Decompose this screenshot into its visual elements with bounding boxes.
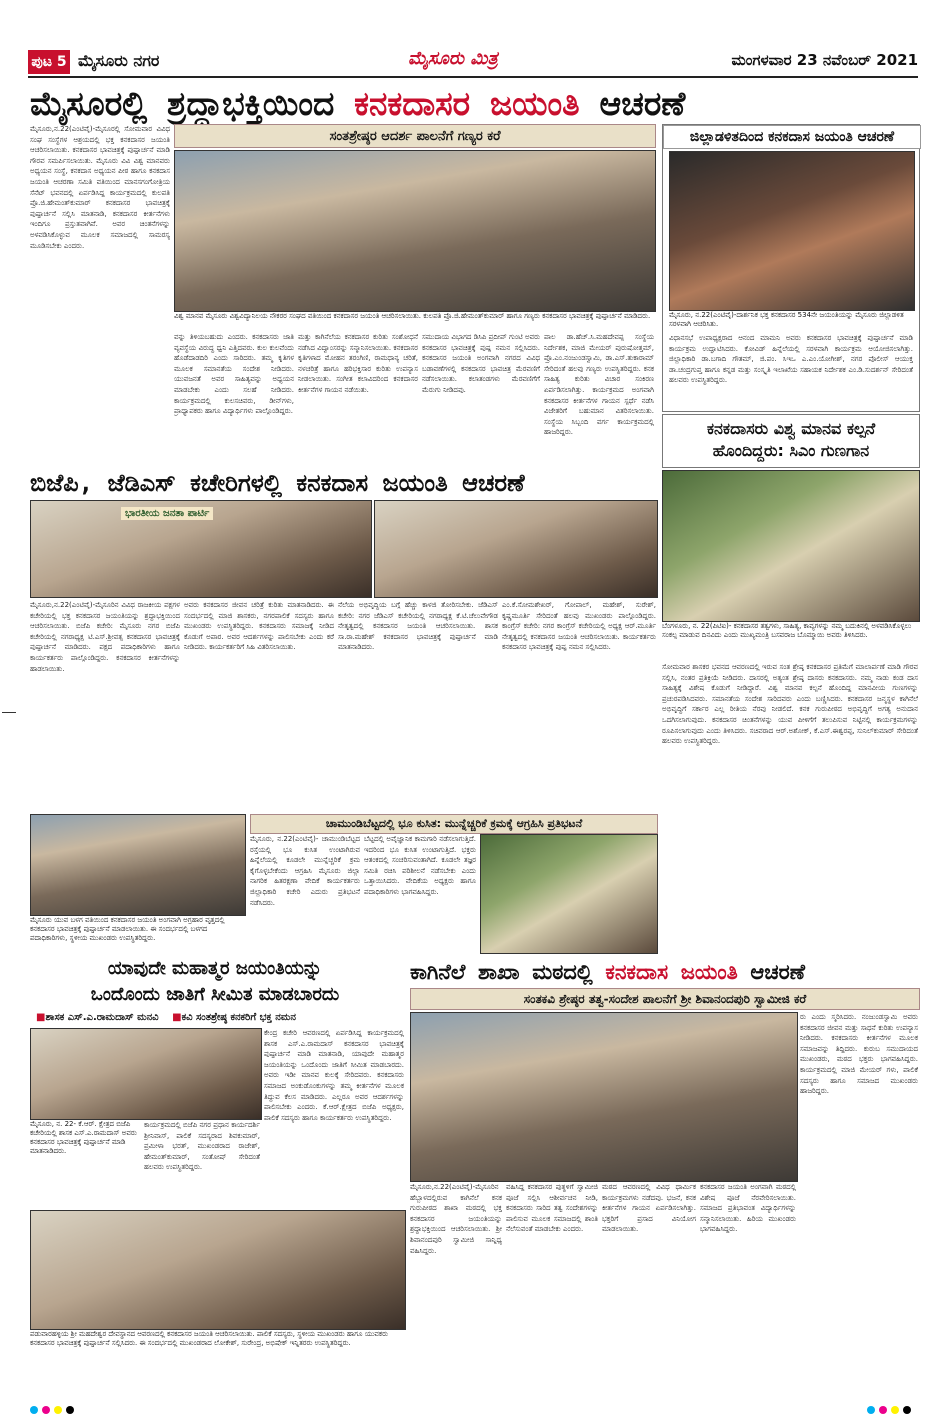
party-story-col-3: ನೆಲೆಯ ಅಭಿವೃದ್ಧಿಯ ಬಗ್ಗೆ ಹೆಚ್ಚು ಕಾಳಜಿ ತೋರಿಸಬೇಕು. ಜೆಡಿಎಸ್ ಕಚೇರಿ: ನಗರ ಜೆಡಿಎಸ್ ಕಚೇರಿಯಲ್ಲಿ ನಗರಾಧ್ಯಕ್ಷ ಕೆ.ಟಿ.ಚೆಲುವೇಗೌಡ ನೇತೃತ್ವದಲ್ಲಿ ಕನಕದಾಸರ ಜಯಂತಿ ಆಚರಿಸಲಾಯಿತು. ಶಾಸಕ ಸಾ.ರಾ.ಮಹೇಶ್ ಕನಕದಾಸರ ಭಾವಚಿತ್ರಕ್ಕೆ ಪುಷ್ಪಾರ್ಚನೆ ಮಾಡಿ ಮಾತನಾಡಿದರು.	[338, 601, 498, 652]
yellow-dot	[54, 1406, 62, 1414]
party-headline: ಬಿಜೆಪಿ, ಜೆಡಿಎಸ್ ಕಚೇರಿಗಳಲ್ಲಿ ಕನಕದಾಸ ಜಯಂತಿ ಆಚರಣೆ	[30, 469, 525, 497]
party-story-col-4: ಎಂ.ಕೆ.ಸೋಮಶೇಖರ್, ಗೋಪಾಲ್, ಮಹೇಶ್, ಸುರೇಶ್, ಕೃಷ್ಣಮೂರ್ತಿ ಸೇರಿದಂತೆ ಹಲವು ಮುಖಂಡರು ಪಾಲ್ಗೊಂಡಿದ್ದರು. ಕಾಂಗ್ರೆಸ್ ಕಚೇರಿ: ನಗರ ಕಾಂಗ್ರೆಸ್ ಕಚೇರಿಯಲ್ಲಿ ಅಧ್ಯಕ್ಷ ಆರ್.ಮೂರ್ತಿ ನೇತೃತ್ವದಲ್ಲಿ ಕನಕದಾಸರ ಜಯಂತಿ ಆಚರಿಸಲಾಯಿತು. ಕಾರ್ಯಕರ್ತರು ಕನಕದಾಸರ ಭಾವಚಿತ್ರಕ್ಕೆ ಪುಷ್ಪ ನಮನ ಸಲ್ಲಿಸಿದರು.	[502, 601, 656, 652]
chamundi-col-1: ಮೈಸೂರು, ನ.22(ಎಂಟಿವೈ)- ಚಾಮುಂಡಿಬೆಟ್ಟದ ರಸ್ತೆಯಲ್ಲಿ ಭೂ ಕುಸಿತ ಉಂಟಾಗಿರುವ ಹಿನ್ನೆಲೆಯಲ್ಲಿ ಕೂಡಲೇ ಮುನ್ನೆಚ್ಚರಿಕೆ ಕ್ರಮ ಕೈಗೊಳ್ಳಬೇಕೆಂದು ಆಗ್ರಹಿಸಿ ಮೈಸೂರು ಜಿಲ್ಲಾ ನಾಗರಿಕ ಹಿತರಕ್ಷಣಾ ವೇದಿಕೆ ಕಾರ್ಯಕರ್ತರು ಜಿಲ್ಲಾಧಿಕಾರಿ ಕಚೇರಿ ಎದುರು ಪ್ರತಿಭಟನೆ ನಡೆಸಿದರು.	[250, 835, 360, 907]
magenta-dot	[42, 1406, 50, 1414]
yuva-balaga-caption: ಮೈಸೂರು ಯುವ ಬಳಗ ವತಿಯಿಂದ ಕನಕದಾಸರ ಜಯಂತಿ ಅಂಗವಾಗಿ ಅಗ್ರಹಾರ ವೃತ್ತದಲ್ಲಿ ಕನಕದಾಸರ ಭಾವಚಿತ್ರಕ್ಕೆ ಪುಷ್ಪಾರ್ಚನೆ ಮಾಡಲಾಯಿತು. ಈ ಸಂದರ್ಭದಲ್ಲಿ ಬಳಗದ ಪದಾಧಿಕಾರಿಗಳು, ಸ್ಥಳೀಯ ಮುಖಂಡರು ಉಪಸ್ಥಿತರಿದ್ದರು.	[30, 916, 225, 942]
registration-mark	[2, 712, 16, 713]
yuva-balaga-photo	[30, 814, 246, 916]
ramdas-headline-line-1: ಯಾವುದೇ ಮಹಾತ್ಮರ ಜಯಂತಿಯನ್ನು	[107, 958, 323, 979]
party-story-col-2: ಅವರು ಕನಕದಾಸರ ಜೀವನ ಚರಿತ್ರೆ ಕುರಿತು ಮಾತನಾಡಿದರು. ಈ ಸಂದರ್ಭದಲ್ಲಿ ಮಾಜಿ ಶಾಸಕರು, ನಗರಪಾಲಿಕೆ ಸದಸ್ಯರು ಹಾಗೂ ಮುಖಂಡರು ಉಪಸ್ಥಿತರಿದ್ದರು. ಕನಕದಾಸರು ಸಮಾಜಕ್ಕೆ ನೀಡಿದ ಕೊಡುಗೆ ಅಪಾರ. ಅವರ ಆದರ್ಶಗಳನ್ನು ಪಾಲಿಸಬೇಕು ಎಂದು ಕರೆ ನೀಡಿದರು. ಕಾರ್ಯಕರ್ತರಿಗೆ ಸಿಹಿ ವಿತರಿಸಲಾಯಿತು.	[184, 601, 334, 652]
kaginele-subheadline: ಸಂತಕವಿ ಶ್ರೇಷ್ಠರ ತತ್ವ-ಸಂದೇಶ ಪಾಲನೆಗೆ ಶ್ರೀ ಶಿವಾನಂದಪುರಿ ಸ್ವಾಮೀಜಿ ಕರೆ	[410, 988, 920, 1010]
cyan-dot	[30, 1406, 38, 1414]
main-story-col-3: ಮತ್ತು ಕಾಗಿನೆಲೆಯ ಕನಕದಾಸರ ಕುರಿತು ಸಂಶೋಧನೆ ನಡೆಸಿದ ವಿದ್ವಾಂಸರನ್ನು ಸನ್ಮಾನಿಸಲಾಯಿತು. ಕನಕದಾಸರ ಕೃತಿಗಳಾದ ಮೋಹನ ತರಂಗಿಣಿ, ರಾಮಧಾನ್ಯ ಚರಿತೆ, ನಳಚರಿತ್ರೆ ಹಾಗೂ ಹರಿಭಕ್ತಿಸಾರ ಕುರಿತು ಉಪನ್ಯಾಸ ನೀಡಲಾಯಿತು. ಸಂಗೀತ ಕಲಾವಿದರಿಂದ ಕನಕದಾಸರ ಕೀರ್ತನೆಗಳ ಗಾಯನ ನಡೆಯಿತು.	[298, 333, 418, 394]
ramdas-photo	[30, 1028, 262, 1120]
ramdas-body: ಕೇಂದ್ರ ಕಚೇರಿ ಆವರಣದಲ್ಲಿ ಏರ್ಪಡಿಸಿದ್ದ ಕಾರ್ಯಕ್ರಮದಲ್ಲಿ ಶಾಸಕ ಎಸ್.ಎ.ರಾಮದಾಸ್ ಕನಕದಾಸರ ಭಾವಚಿತ್ರಕ್ಕೆ ಪುಷ್ಪಾರ್ಚನೆ ಮಾಡಿ ಮಾತನಾಡಿ, ಯಾವುದೇ ಮಹಾತ್ಮರ ಜಯಂತಿಯನ್ನು ಒಂದೊಂದು ಜಾತಿಗೆ ಸೀಮಿತ ಮಾಡಬಾರದು. ಅವರು ಇಡೀ ಮಾನವ ಕುಲಕ್ಕೆ ಸೇರಿದವರು. ಕನಕದಾಸರು ಸಮಾಜದ ಅಂಕುಡೊಂಕುಗಳನ್ನು ತಮ್ಮ ಕೀರ್ತನೆಗಳ ಮೂಲಕ ತಿದ್ದುವ ಕೆಲಸ ಮಾಡಿದರು. ಎಲ್ಲರೂ ಅವರ ಆದರ್ಶಗಳನ್ನು ಪಾಲಿಸಬೇಕು ಎಂದರು. ಕೆ.ಆರ್.ಕ್ಷೇತ್ರದ ಬಿಜೆಪಿ ಅಧ್ಯಕ್ಷರು, ಪಾಲಿಕೆ ಸದಸ್ಯರು ಹಾಗೂ ಕಾರ್ಯಕರ್ತರು ಉಪಸ್ಥಿತರಿದ್ದರು.	[264, 1029, 404, 1122]
kaginele-side-col: ರು ಎಂದು ಸ್ಮರಿಸಿದರು. ನಂಜುಂಡಸ್ವಾಮಿ ಅವರು ಕನಕದಾಸರ ಜೀವನ ಮತ್ತು ಸಾಧನೆ ಕುರಿತು ಉಪನ್ಯಾಸ ನೀಡಿದರು. ಕನಕದಾಸರು ಕೀರ್ತನೆಗಳ ಮೂಲಕ ಸಮಾಜವನ್ನು ತಿದ್ದಿದರು. ಕುರುಬ ಸಮುದಾಯದ ಮುಖಂಡರು, ಮಠದ ಭಕ್ತರು ಭಾಗವಹಿಸಿದ್ದರು. ಕಾರ್ಯಕ್ರಮದಲ್ಲಿ ಮಾಜಿ ಮೇಯರ್ ಗಳು, ಪಾಲಿಕೆ ಸದಸ್ಯರು ಹಾಗೂ ಸಮಾಜದ ಮುಖಂಡರು ಹಾಜರಿದ್ದರು.	[800, 1013, 918, 1096]
district-story-box	[662, 124, 920, 412]
bjp-banner: ಭಾರತೀಯ ಜನತಾ ಪಾರ್ಟಿ	[121, 507, 213, 520]
ramdas-headline-line-2: ಒಂದೊಂದು ಜಾತಿಗೆ ಸೀಮಿತ ಮಾಡಬಾರದು	[90, 984, 340, 1005]
cyan-dot	[867, 1406, 875, 1414]
cm-story-photo	[662, 470, 920, 622]
chamundi-headline: ಚಾಮುಂಡಿಬೆಟ್ಟದಲ್ಲಿ ಭೂ ಕುಸಿತ: ಮುನ್ನೆಚ್ಚರಿಕೆ ಕ್ರಮಕ್ಕೆ ಆಗ್ರಹಿಸಿ ಪ್ರತಿಭಟನೆ	[250, 814, 658, 834]
section-title: ಮೈಸೂರು ನಗರ	[78, 51, 160, 70]
cm-story-body: ಸೋಮವಾರ ಶಾಸಕರ ಭವನದ ಆವರಣದಲ್ಲಿ ಇರುವ ಸಂತ ಶ್ರೇಷ್ಠ ಕನಕದಾಸರ ಪ್ರತಿಮೆಗೆ ಮಾಲಾರ್ಪಣೆ ಮಾಡಿ ಗೌರವ ಸಲ್ಲಿಸಿ, ನಂತರ ಪ್ರತಿಕ್ರಿಯೆ ನೀಡಿದರು. ದಾಸರಲ್ಲಿ ಅತ್ಯಂತ ಶ್ರೇಷ್ಠ ದಾಸರು ಕನಕದಾಸರು. ನಮ್ಮ ನಾಡು ಕಂಡ ದಾಸ ಸಾಹಿತ್ಯಕ್ಕೆ ವಿಶೇಷ ಕೊಡುಗೆ ನೀಡಿದ್ದಾರೆ. ವಿಶ್ವ ಮಾನವ ಕಲ್ಪನೆ ಹೊಂದಿದ್ದ ಮಾನವೀಯ ಗುಣಗಳನ್ನು ಪ್ರಚುರಪಡಿಸಿದವರು. ಸಮಾನತೆಯ ಸಂದೇಶ ಸಾರಿದವರು ಎಂದು ಬಣ್ಣಿಸಿದರು. ಕನಕದಾಸರ ಜನ್ಮಸ್ಥಳ ಕಾಗಿನೆಲೆ ಅಭಿವೃದ್ಧಿಗೆ ಸರ್ಕಾರ ಎಲ್ಲ ರೀತಿಯ ನೆರವು ನೀಡಲಿದೆ. ಕನಕ ಗುರುಪೀಠದ ಅಭಿವೃದ್ಧಿಗೆ ಅಗತ್ಯ ಅನುದಾನ ಒದಗಿಸಲಾಗುವುದು. ಕನಕದಾಸರ ಚಿಂತನೆಗಳನ್ನು ಯುವ ಪೀಳಿಗೆಗೆ ತಲುಪಿಸುವ ನಿಟ್ಟಿನಲ್ಲಿ ಕಾರ್ಯಕ್ರಮಗಳನ್ನು ರೂಪಿಸಲಾಗುವುದು ಎಂದು ತಿಳಿಸಿದರು. ಸಚಿವರಾದ ಆರ್.ಅಶೋಕ್, ಕೆ.ಎಸ್.ಈಶ್ವರಪ್ಪ, ಸುನಿಲ್‌ಕುಮಾರ್ ಸೇರಿದಂತೆ ಹಲವರು ಉಪಸ್ಥಿತರಿದ್ದರು.	[662, 663, 918, 746]
party-story-col-1: ಮೈಸೂರು,ನ.22(ಎಂಟಿವೈ)-ಮೈಸೂರಿನ ವಿವಿಧ ರಾಜಕೀಯ ಪಕ್ಷಗಳ ಕಚೇರಿಯಲ್ಲಿ ಭಕ್ತ ಕನಕದಾಸರ ಜಯಂತಿಯನ್ನು ಶ್ರದ್ಧಾಭಕ್ತಿಯಿಂದ ಆಚರಿಸಲಾಯಿತು. ಬಿಜೆಪಿ ಕಚೇರಿ: ಮೈಸೂರು ನಗರ ಬಿಜೆಪಿ ಕಚೇರಿಯಲ್ಲಿ ನಗರಾಧ್ಯಕ್ಷ ಟಿ.ಎಸ್.ಶ್ರೀವತ್ಸ ಕನಕದಾಸರ ಭಾವಚಿತ್ರಕ್ಕೆ ಪುಷ್ಪಾರ್ಚನೆ ಮಾಡಿದರು. ಪಕ್ಷದ ಪದಾಧಿಕಾರಿಗಳು ಹಾಗೂ ಕಾರ್ಯಕರ್ತರು ಪಾಲ್ಗೊಂಡಿದ್ದರು. ಕನಕದಾಸರ ಕೀರ್ತನೆಗಳನ್ನು ಹಾಡಲಾಯಿತು.	[30, 601, 180, 673]
black-dot	[66, 1406, 74, 1414]
magenta-dot	[879, 1406, 887, 1414]
protest-photo	[480, 834, 658, 954]
main-story-col-5: ಪಾಲ ಡಾ.ಹೆಚ್.ಸಿ.ಮಹದೇವಪ್ಪ ಸಂಸ್ಥೆಯ ನಿರ್ದೇಶಕ, ಮಾಜಿ ಮೇಯರ್ ಪುರುಷೋತ್ತಮ್, ಪ್ರೊ.ಎಂ.ನಂಜುಂಡಸ್ವಾಮಿ, ಡಾ.ಎಸ್.ತುಕಾರಾಮ್ ಸೇರಿದಂತೆ ಹಲವು ಗಣ್ಯರು ಉಪಸ್ಥಿತರಿದ್ದರು. ಕನಕ ಸಾಹಿತ್ಯ ಕುರಿತು ವಿಚಾರ ಸಂಕಿರಣ ಏರ್ಪಡಿಸಲಾಗಿತ್ತು. ಕಾರ್ಯಕ್ರಮದ ಅಂಗವಾಗಿ ಕನಕದಾಸರ ಕೀರ್ತನೆಗಳ ಗಾಯನ ಸ್ಪರ್ಧೆ ನಡೆಸಿ ವಿಜೇತರಿಗೆ ಬಹುಮಾನ ವಿತರಿಸಲಾಯಿತು. ಸಂಸ್ಥೆಯ ಸಿಬ್ಬಂದಿ ವರ್ಗ ಕಾರ್ಯಕ್ರಮದಲ್ಲಿ ಹಾಜರಿದ್ದರು.	[544, 333, 654, 437]
black-dot	[903, 1406, 911, 1414]
ramdas-kicker-1: ಶಾಸಕ ಎಸ್.ಎ.ರಾಮದಾಸ್ ಮನವಿ	[45, 1012, 159, 1023]
kaginele-col-1: ಮೈಸೂರು,ನ.22(ಎಂಟಿವೈ)-ಮೈಸೂರಿನ ಹೆಬ್ಬಾಳದಲ್ಲಿರುವ ಕಾಗಿನೆಲೆ ಕನಕ ಗುರುಪೀಠದ ಶಾಖಾ ಮಠದಲ್ಲಿ ಭಕ್ತ ಕನಕದಾಸರ ಜಯಂತಿಯನ್ನು ಶ್ರದ್ಧಾಭಕ್ತಿಯಿಂದ ಆಚರಿಸಲಾಯಿತು. ಶ್ರೀ ಶಿವಾನಂದಪುರಿ ಸ್ವಾಮೀಜಿ ಸಾನ್ನಿಧ್ಯ ವಹಿಸಿದ್ದರು.	[410, 1183, 502, 1255]
main-headline: ಮೈಸೂರಲ್ಲಿ ಶ್ರದ್ಧಾಭಕ್ತಿಯಿಂದ ಕನಕದಾಸರ ಜಯಂತಿ ಆಚರಣೆ	[30, 84, 686, 123]
ramdas-body-2: ಕಾರ್ಯಕ್ರಮದಲ್ಲಿ ಬಿಜೆಪಿ ನಗರ ಪ್ರಧಾನ ಕಾರ್ಯದರ್ಶಿ ಶ್ರೀನಿವಾಸ್, ಪಾಲಿಕೆ ಸದಸ್ಯರಾದ ಶಿವಕುಮಾರ್, ಪ್ರಮೀಳಾ ಭರತ್, ಮುಖಂಡರಾದ ರಾಜೇಶ್, ಹೇಮಂತ್‌ಕುಮಾರ್, ಸಂತೋಷ್ ಸೇರಿದಂತೆ ಹಲವರು ಉಪಸ್ಥಿತರಿದ್ದರು.	[144, 1121, 260, 1172]
kaginele-col-3: ಮಠದ ಆವರಣದಲ್ಲಿ ವಿವಿಧ ಧಾರ್ಮಿಕ ಕಾರ್ಯಕ್ರಮಗಳು ನಡೆದವು. ಭಜನೆ, ಕನಕ ಕೀರ್ತನೆಗಳ ಗಾಯನ ಏರ್ಪಡಿಸಲಾಗಿತ್ತು. ಭಕ್ತರಿಗೆ ಪ್ರಸಾದ ವಿನಿಯೋಗ ಮಾಡಲಾಯಿತು.	[602, 1183, 696, 1234]
district-story-title: ಜಿಲ್ಲಾಡಳಿತದಿಂದ ಕನಕದಾಸ ಜಯಂತಿ ಆಚರಣೆ	[663, 125, 921, 149]
cm-story-headline-box	[662, 414, 920, 468]
district-story-body: ವಿಧಾನಸಭೆ ಉಪಾಧ್ಯಕ್ಷರಾದ ಆನಂದ ಮಾಮನಿ ಅವರು ಕನಕದಾಸರ ಭಾವಚಿತ್ರಕ್ಕೆ ಪುಷ್ಪಾರ್ಚನೆ ಮಾಡಿ ಕಾರ್ಯಕ್ರಮ ಉದ್ಘಾಟಿಸಿದರು. ಕೋವಿಡ್ ಹಿನ್ನೆಲೆಯಲ್ಲಿ ಸರಳವಾಗಿ ಕಾರ್ಯಕ್ರಮ ಆಯೋಜಿಸಲಾಗಿತ್ತು. ಜಿಲ್ಲಾಧಿಕಾರಿ ಡಾ.ಬಗಾದಿ ಗೌತಮ್, ಜಿ.ಪಂ. ಸಿಇಒ ಎ.ಎಂ.ಯೋಗೀಶ್, ನಗರ ಪೊಲೀಸ್ ಆಯುಕ್ತ ಡಾ.ಚಂದ್ರಗುಪ್ತ ಹಾಗೂ ಕನ್ನಡ ಮತ್ತು ಸಂಸ್ಕೃತಿ ಇಲಾಖೆಯ ಸಹಾಯಕ ನಿರ್ದೇಶಕ ಎಂ.ಡಿ.ಸುದರ್ಶನ್ ಸೇರಿದಂತೆ ಹಲವರು ಉಪಸ್ಥಿತರಿದ್ದರು.	[669, 334, 913, 385]
bjp-office-photo	[30, 500, 372, 598]
masthead	[28, 48, 918, 78]
yellow-dot	[891, 1406, 899, 1414]
main-story-col-2: ವನ್ನು ತಿಳಿಯಬಹುದು ಎಂದರು. ಕನಕದಾಸರು ಜಾತಿ ವ್ಯವಸ್ಥೆಯ ವಿರುದ್ಧ ಧ್ವನಿ ಎತ್ತಿದವರು. ಕುಲ ಕುಲವೆಂದು ಹೊಡೆದಾಡದಿರಿ ಎಂದು ಸಾರಿದರು. ತಮ್ಮ ಕೃತಿಗಳ ಮೂಲಕ ಸಮಾನತೆಯ ಸಂದೇಶ ನೀಡಿದರು. ಯುವಜನತೆ ಅವರ ಸಾಹಿತ್ಯವನ್ನು ಅಧ್ಯಯನ ಮಾಡಬೇಕು ಎಂದು ಸಲಹೆ ನೀಡಿದರು. ಕಾರ್ಯಕ್ರಮದಲ್ಲಿ ಕುಲಸಚಿವರು, ಡೀನ್‌ಗಳು, ಪ್ರಾಧ್ಯಾಪಕರು ಹಾಗೂ ವಿದ್ಯಾರ್ಥಿಗಳು ಪಾಲ್ಗೊಂಡಿದ್ದರು.	[174, 333, 294, 416]
paduvarahalli-caption: ಪಡುವಾರಹಳ್ಳಿಯ ಶ್ರೀ ಮಹದೇಶ್ವರ ದೇವಸ್ಥಾನದ ಆವರಣದಲ್ಲಿ ಕನಕದಾಸರ ಜಯಂತಿ ಆಚರಿಸಲಾಯಿತು. ಪಾಲಿಕೆ ಸದಸ್ಯರು, ಸ್ಥಳೀಯ ಮುಖಂಡರು ಹಾಗೂ ಯುವಕರು ಕನಕದಾಸರ ಭಾವಚಿತ್ರಕ್ಕೆ ಪುಷ್ಪಾರ್ಚನೆ ಸಲ್ಲಿಸಿದರು. ಈ ಸಂದರ್ಭದಲ್ಲಿ ಮುಖಂಡರಾದ ಲೋಕೇಶ್, ಸುರೇಂದ್ರ, ಅಭಿಷೇಕ್ ಇನ್ನಿತರರು ಉಪಸ್ಥಿತರಿದ್ದರು.	[30, 1330, 388, 1347]
kaginele-col-4: ಕನಕದಾಸರ ಜಯಂತಿ ಅಂಗವಾಗಿ ಮಠದಲ್ಲಿ ವಿಶೇಷ ಪೂಜೆ ನೆರವೇರಿಸಲಾಯಿತು. ಸಮಾಜದ ಪ್ರತಿಭಾವಂತ ವಿದ್ಯಾರ್ಥಿಗಳನ್ನು ಸನ್ಮಾನಿಸಲಾಯಿತು. ಹಿರಿಯ ಮುಖಂಡರು ಭಾಗವಹಿಸಿದ್ದರು.	[700, 1183, 796, 1234]
ramdas-photo-caption: ಮೈಸೂರು, ನ. 22- ಕೆ.ಆರ್. ಕ್ಷೇತ್ರದ ಬಿಜೆಪಿ ಕಚೇರಿಯಲ್ಲಿ ಶಾಸಕ ಎಸ್.ಎ.ರಾಮದಾಸ್ ಅವರು ಕನಕದಾಸರ ಭಾವಚಿತ್ರಕ್ಕೆ ಪುಷ್ಪಾರ್ಚನೆ ಮಾಡಿ ಮಾತನಾಡಿದರು.	[30, 1120, 137, 1155]
issue-date: ಮಂಗಳವಾರ 23 ನವೆಂಬರ್ 2021	[731, 51, 918, 69]
district-story-photo	[669, 151, 915, 311]
kaginele-photo	[410, 1012, 798, 1182]
cm-headline-line-1: ಕನಕದಾಸರು ವಿಶ್ವ ಮಾನವ ಕಲ್ಪನೆ	[706, 419, 876, 438]
district-photo-caption: ಮೈಸೂರು, ನ.22(ಎಂಟಿವೈ)-ದಾರ್ಶನಿಕ ಭಕ್ತ ಕನಕದಾಸರ 534ನೇ ಜಯಂತಿಯನ್ನು ಮೈಸೂರು ಜಿಲ್ಲಾಡಳಿತ ಸರಳವಾಗಿ ಆಚರಿಸಿತು.	[669, 311, 904, 328]
main-story-photo	[174, 150, 656, 312]
page-number: ಪುಟ 5	[28, 50, 70, 74]
kaginele-headline: ಕಾಗಿನೆಲೆ ಶಾಖಾ ಮಠದಲ್ಲಿ ಕನಕದಾಸ ಜಯಂತಿ ಆಚರಣೆ	[410, 960, 806, 984]
jds-office-photo	[374, 500, 658, 598]
paduvarahalli-photo	[30, 1210, 406, 1330]
main-story-col-1: ಮೈಸೂರು,ನ.22(ಎಂಟಿವೈ)-ಮೈಸೂರಲ್ಲಿ ಸೋಮವಾರ ವಿವಿಧ ಸಂಘ ಸಂಸ್ಥೆಗಳ ಆಶ್ರಯದಲ್ಲಿ ಭಕ್ತ ಕನಕದಾಸರ ಜಯಂತಿ ಆಚರಿಸಲಾಯಿತು. ಕನಕದಾಸರ ಭಾವಚಿತ್ರಕ್ಕೆ ಪುಷ್ಪಾರ್ಚನೆ ಮಾಡಿ ಗೌರವ ಸಮರ್ಪಿಸಲಾಯಿತು. ಮೈಸೂರು ವಿವಿ ವಿಶ್ವ ಮಾನವರು ಅಧ್ಯಯನ ಸಂಸ್ಥೆ, ಕನಕದಾಸ ಅಧ್ಯಯನ ಪೀಠ ಹಾಗೂ ಕನಕದಾಸ ಜಯಂತಿ ಆಚರಣಾ ಸಮಿತಿ ವತಿಯಿಂದ ಮಾನಸಗಂಗೋತ್ರಿಯ ಸೆನೆಟ್ ಭವನದಲ್ಲಿ ಏರ್ಪಡಿಸಿದ್ದ ಕಾರ್ಯಕ್ರಮದಲ್ಲಿ ಕುಲಪತಿ ಪ್ರೊ.ಜಿ.ಹೇಮಂತ್‌ಕುಮಾರ್ ಕನಕದಾಸರ ಭಾವಚಿತ್ರಕ್ಕೆ ಪುಷ್ಪಾರ್ಚನೆ ಸಲ್ಲಿಸಿ ಮಾತನಾಡಿ, ಕನಕದಾಸರ ಕೀರ್ತನೆಗಳು ಇಂದಿಗೂ ಪ್ರಸ್ತುತವಾಗಿವೆ. ಅವರ ಚಿಂತನೆಗಳನ್ನು ಅಳವಡಿಸಿಕೊಳ್ಳುವ ಮೂಲಕ ಸಮಾಜದಲ್ಲಿ ಸಾಮರಸ್ಯ ಮೂಡಿಸಬೇಕು ಎಂದರು.	[30, 125, 170, 250]
main-subheadline: ಸಂತಶ್ರೇಷ್ಠರ ಆದರ್ಶ ಪಾಲನೆಗೆ ಗಣ್ಯರ ಕರೆ	[174, 124, 656, 148]
color-dots-right	[867, 1399, 915, 1418]
chamundi-col-2: ಬೆಟ್ಟದಲ್ಲಿ ಅವೈಜ್ಞಾನಿಕ ಕಾಮಗಾರಿ ನಡೆಸಲಾಗುತ್ತಿದೆ. ಇದರಿಂದ ಭೂ ಕುಸಿತ ಉಂಟಾಗುತ್ತಿದೆ. ಭಕ್ತರು ಆತಂಕದಲ್ಲಿ ಸಂಚರಿಸುವಂತಾಗಿದೆ. ಕೂಡಲೇ ತಜ್ಞರ ಸಮಿತಿ ರಚಿಸಿ ಪರಿಶೀಲನೆ ನಡೆಸಬೇಕು ಎಂದು ಒತ್ತಾಯಿಸಿದರು. ವೇದಿಕೆಯ ಅಧ್ಯಕ್ಷರು ಹಾಗೂ ಪದಾಧಿಕಾರಿಗಳು ಭಾಗವಹಿಸಿದ್ದರು.	[364, 835, 476, 896]
color-dots-left	[30, 1399, 78, 1418]
ramdas-kickers: ■ಶಾಸಕ ಎಸ್.ಎ.ರಾಮದಾಸ್ ಮನವಿ ■ಕವಿ ಸಂತಶ್ರೇಷ್ಠ ಕನಕರಿಗೆ ಭಕ್ತ ನಮನ	[36, 1012, 296, 1023]
cm-photo-caption: ಬೆಂಗಳೂರು, ನ. 22(ಪಿಟಿಐ)- ಕನಕದಾಸರ ತತ್ವಗಳು, ಸಾಹಿತ್ಯ, ಕಾವ್ಯಗಳನ್ನು ನಮ್ಮ ಬದುಕಿನಲ್ಲಿ ಅಳವಡಿಸಿಕೊಳ್ಳಲು ಸಂಕಲ್ಪ ಮಾಡುವ ದಿನವಿದು ಎಂದು ಮುಖ್ಯಮಂತ್ರಿ ಬಸವರಾಜ ಬೊಮ್ಮಾಯಿ ಅವರು ತಿಳಿಸಿದರು.	[662, 622, 912, 639]
kaginele-col-2: ವಹಿಸಿದ್ದ ಕನಕದಾಸರ ಪುತ್ಥಳಿಗೆ ಸ್ವಾಮೀಜಿ ಪೂಜೆ ಸಲ್ಲಿಸಿ ಆಶೀರ್ವಚನ ನೀಡಿ, ಕನಕದಾಸರು ಸಾರಿದ ತತ್ವ ಸಂದೇಶಗಳನ್ನು ಪಾಲಿಸುವ ಮೂಲಕ ಸಮಾಜದಲ್ಲಿ ಶಾಂತಿ ನೆಲೆಸುವಂತೆ ಮಾಡಬೇಕು ಎಂದರು.	[506, 1183, 598, 1234]
main-photo-caption: ವಿಶ್ವ ಮಾನವ ಮೈಸೂರು ವಿಶ್ವವಿದ್ಯಾನಿಲಯ ನೌಕರರ ಸಂಘದ ವತಿಯಿಂದ ಕನಕದಾಸರ ಜಯಂತಿ ಆಚರಿಸಲಾಯಿತು. ಕುಲಪತಿ ಪ್ರೊ.ಜಿ.ಹೇಮಂತ್‌ಕುಮಾರ್ ಹಾಗೂ ಗಣ್ಯರು ಕನಕದಾಸರ ಭಾವಚಿತ್ರಕ್ಕೆ ಪುಷ್ಪಾರ್ಚನೆ ಮಾಡಿದರು.	[174, 312, 651, 320]
ramdas-kicker-2: ಕವಿ ಸಂತಶ್ರೇಷ್ಠ ಕನಕರಿಗೆ ಭಕ್ತ ನಮನ	[181, 1012, 296, 1023]
cm-headline-line-2: ಹೊಂದಿದ್ದರು: ಸಿಎಂ ಗುಣಗಾನ	[712, 441, 870, 460]
newspaper-brand: ಮೈಸೂರು ಮಿತ್ರ	[408, 48, 498, 69]
main-story-col-4: ಸಮುದಾಯ ವಿಭಾಗದ ಡಿಸಿಪಿ ಪ್ರದೀಪ್ ಗುಂಟಿ ಅವರು ಕನಕದಾಸರ ಭಾವಚಿತ್ರಕ್ಕೆ ಪುಷ್ಪ ನಮನ ಸಲ್ಲಿಸಿದರು. ಕನಕದಾಸರ ಜಯಂತಿ ಅಂಗವಾಗಿ ನಗರದ ವಿವಿಧ ಬಡಾವಣೆಗಳಲ್ಲಿ ಕನಕದಾಸರ ಭಾವಚಿತ್ರ ಮೆರವಣಿಗೆ ನಡೆಸಲಾಯಿತು. ಕಲಾತಂಡಗಳು ಮೆರವಣಿಗೆಗೆ ಮೆರುಗು ನೀಡಿದವು.	[422, 333, 540, 394]
